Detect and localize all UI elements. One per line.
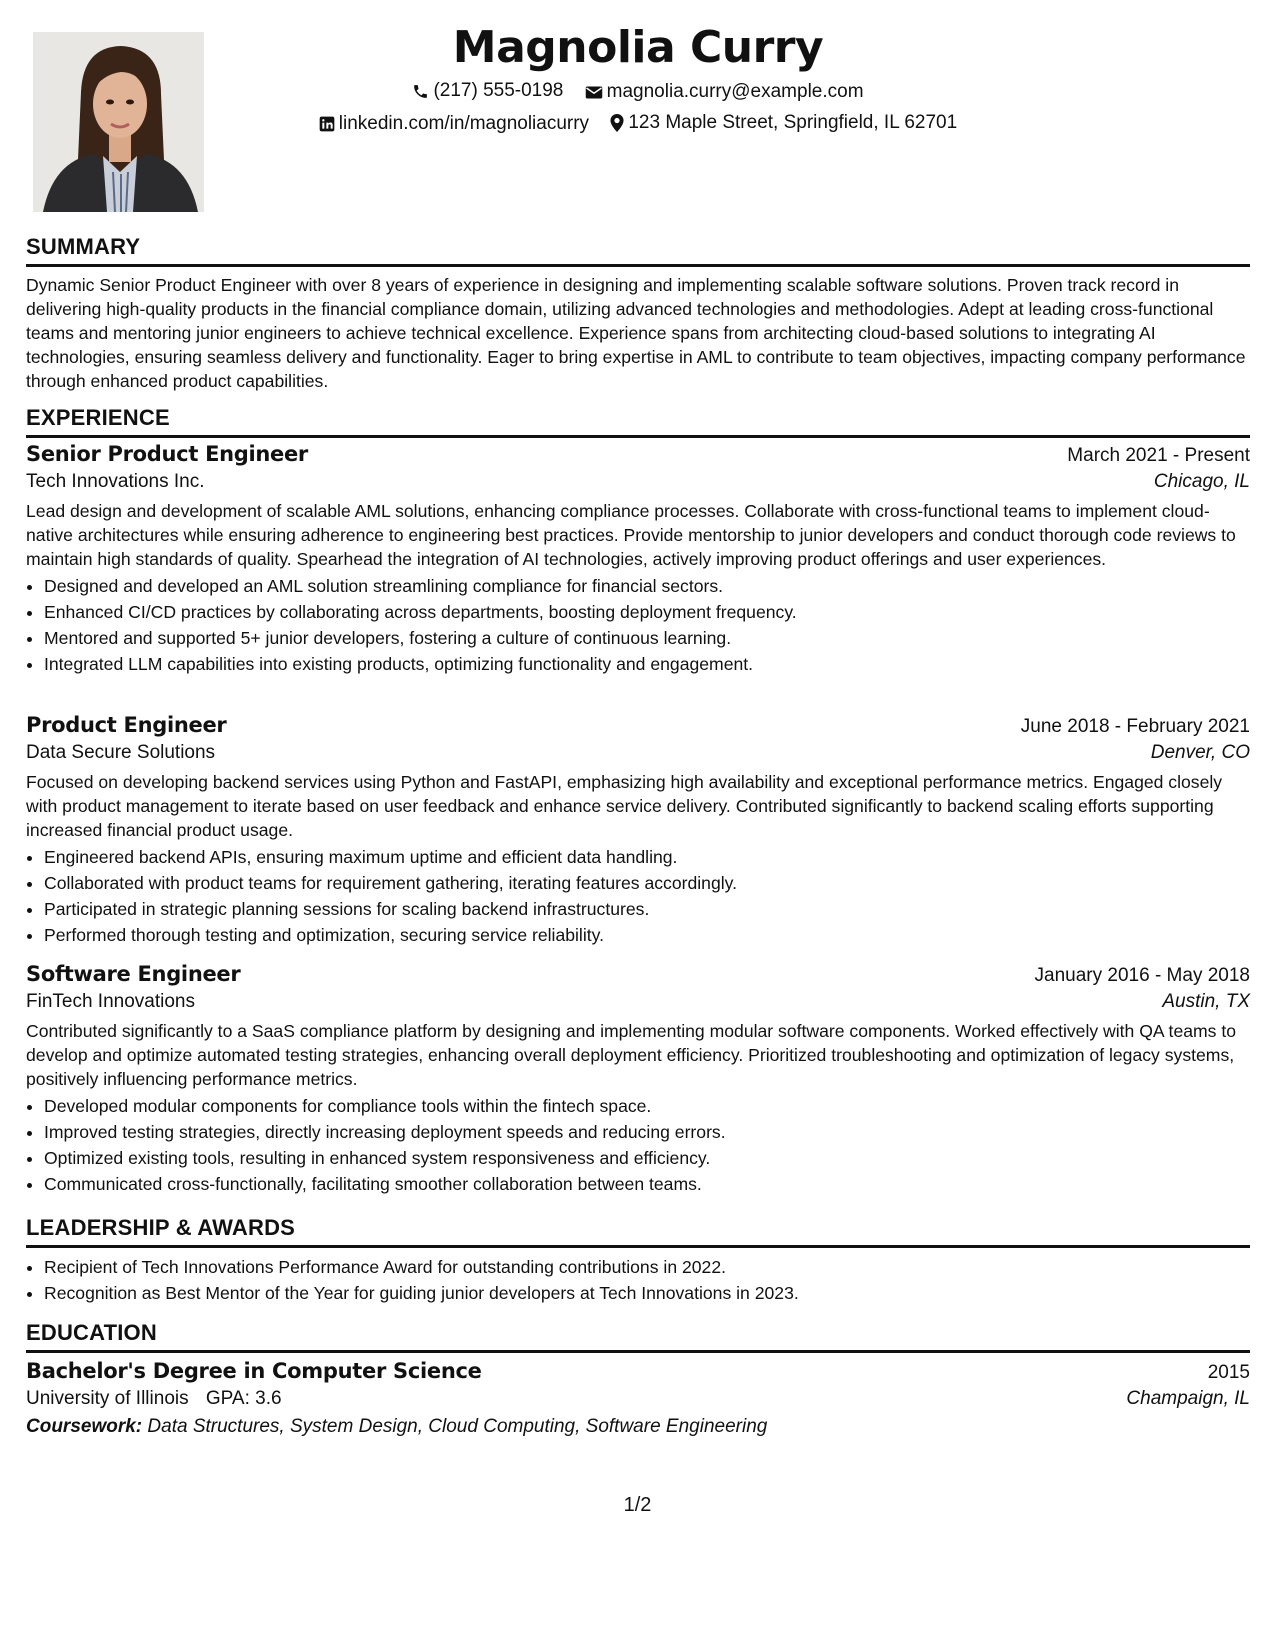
experience-section: [26, 405, 1250, 438]
email-text[interactable]: magnolia.curry@example.com: [606, 81, 864, 102]
coursework-label: Coursework:: [26, 1416, 143, 1437]
list-item: • Performed thorough testing and optimization, securing service reliability.: [44, 922, 1250, 948]
page-number: 1/2: [623, 1494, 652, 1516]
leadership-section: [26, 1215, 1250, 1306]
list-item: • Collaborated with product teams for requirement gathering, iterating features accordingly.: [44, 870, 1250, 896]
list-item: • Recognition as Best Mentor of the Year for guiding junior developers at Tech Innovations in 2023.: [44, 1280, 1250, 1306]
job-dates: January 2016 - May 2018: [1034, 965, 1250, 986]
candidate-name: Magnolia Curry: [452, 22, 824, 73]
phone-contact: [412, 80, 563, 102]
leadership-heading: LEADERSHIP & AWARDS: [26, 1215, 1250, 1248]
address-text: 123 Maple Street, Springfield, IL 62701: [628, 112, 958, 133]
job-bullets: [26, 573, 1250, 677]
degree-title: Bachelor's Degree in Computer Science: [26, 1359, 482, 1383]
job-location: Denver, CO: [1150, 742, 1250, 763]
list-item: • Designed and developed an AML solution streamlining compliance for financial sectors.: [44, 573, 1250, 599]
job-location: Chicago, IL: [1153, 471, 1250, 492]
summary-section: [26, 234, 1250, 393]
job-description: Lead design and development of scalable AML solutions, enhancing compliance processes. Collaborate with cross-functional teams to implement cloud-native architectures while ensuring adherence to engineering best practices. Provide mentorship to junior developers and conduct thorough code reviews to maintain high standards of quality. Spearhead the integration of AI technologies, actively improving product offerings and user experiences.: [26, 501, 1236, 569]
experience-heading: EXPERIENCE: [26, 405, 1250, 438]
contact-row-1: [26, 80, 1250, 106]
list-item: • Recipient of Tech Innovations Performance Award for outstanding contributions in 2022.: [44, 1254, 1250, 1280]
graduation-year: 2015: [1207, 1362, 1250, 1383]
address-contact: [610, 112, 957, 134]
phone-text: (217) 555-0198: [433, 80, 564, 101]
job-dates: June 2018 - February 2021: [1020, 716, 1250, 737]
job-company: Data Secure Solutions: [26, 742, 216, 763]
list-item: • Improved testing strategies, directly increasing deployment speeds and reducing errors.: [44, 1119, 1250, 1145]
job-entry: [26, 713, 1250, 948]
linkedin-icon: [319, 116, 335, 132]
job-title: Software Engineer: [26, 962, 241, 986]
school-name: University of Illinois: [26, 1388, 189, 1409]
coursework-text: Data Structures, System Design, Cloud Computing, Software Engineering: [147, 1416, 768, 1437]
job-title: Product Engineer: [26, 713, 227, 737]
list-item: • Mentored and supported 5+ junior developers, fostering a culture of continuous learning.: [44, 625, 1250, 651]
linkedin-text[interactable]: linkedin.com/in/magnoliacurry: [338, 113, 590, 134]
map-pin-icon: [610, 114, 624, 132]
contact-row-2: [26, 112, 1250, 138]
job-dates: March 2021 - Present: [1067, 445, 1250, 466]
envelope-icon: [585, 85, 603, 100]
leadership-bullets: [26, 1254, 1250, 1306]
list-item: • Integrated LLM capabilities into existing products, optimizing functionality and engagement.: [44, 651, 1250, 677]
list-item: • Optimized existing tools, resulting in enhanced system responsiveness and efficiency.: [44, 1145, 1250, 1171]
linkedin-contact[interactable]: [319, 113, 589, 135]
education-location: Champaign, IL: [1126, 1388, 1250, 1409]
list-item: • Communicated cross-functionally, facilitating smoother collaboration between teams.: [44, 1171, 1250, 1197]
coursework-line: [26, 1416, 1250, 1438]
list-item: • Enhanced CI/CD practices by collaborating across departments, boosting deployment frequency.: [44, 599, 1250, 625]
education-section: [26, 1320, 1250, 1438]
phone-icon: [412, 83, 429, 100]
list-item: • Engineered backend APIs, ensuring maximum uptime and efficient data handling.: [44, 844, 1250, 870]
job-description: Focused on developing backend services using Python and FastAPI, emphasizing high availability and exceptional performance metrics. Engaged closely with product management to iterate based on user feedback and enhance service delivery. Contributed significantly to backend scaling efforts supporting increased financial product usage.: [26, 772, 1223, 840]
job-company: Tech Innovations Inc.: [26, 471, 205, 492]
list-item: • Developed modular components for compliance tools within the fintech space.: [44, 1093, 1250, 1119]
job-bullets: [26, 844, 1250, 948]
education-heading: EDUCATION: [26, 1320, 1250, 1353]
job-company: FinTech Innovations: [26, 991, 195, 1012]
job-entry: [26, 962, 1250, 1197]
summary-text: Dynamic Senior Product Engineer with over 8 years of experience in designing and implementing scalable software solutions. Proven track record in delivering high-quality products in the financial compliance domain, utilizing advanced technologies and methodologies. Adept at leading cross-functional teams and mentoring junior engineers to achieve technical excellence. Experience spans from architecting cloud-based solutions to integrating AI technologies, ensuring seamless delivery and functionality. Eager to bring expertise in AML to contribute to team objectives, impacting company performance through enhanced product capabilities.: [26, 275, 1246, 391]
summary-heading: SUMMARY: [26, 234, 1250, 267]
job-bullets: [26, 1093, 1250, 1197]
job-entry: [26, 442, 1250, 677]
job-location: Austin, TX: [1162, 991, 1250, 1012]
gpa-text: GPA: 3.6: [205, 1388, 282, 1409]
resume-page: [26, 0, 1250, 1650]
email-contact[interactable]: [585, 81, 864, 103]
job-description: Contributed significantly to a SaaS compliance platform by designing and implementing modular software components. Worked effectively with QA teams to develop and optimize automated testing strategies, enhancing overall deployment efficiency. Prioritized troubleshooting and optimization of legacy systems, positively influencing performance metrics.: [26, 1021, 1237, 1089]
list-item: • Participated in strategic planning sessions for scaling backend infrastructures.: [44, 896, 1250, 922]
job-title: Senior Product Engineer: [26, 442, 308, 466]
